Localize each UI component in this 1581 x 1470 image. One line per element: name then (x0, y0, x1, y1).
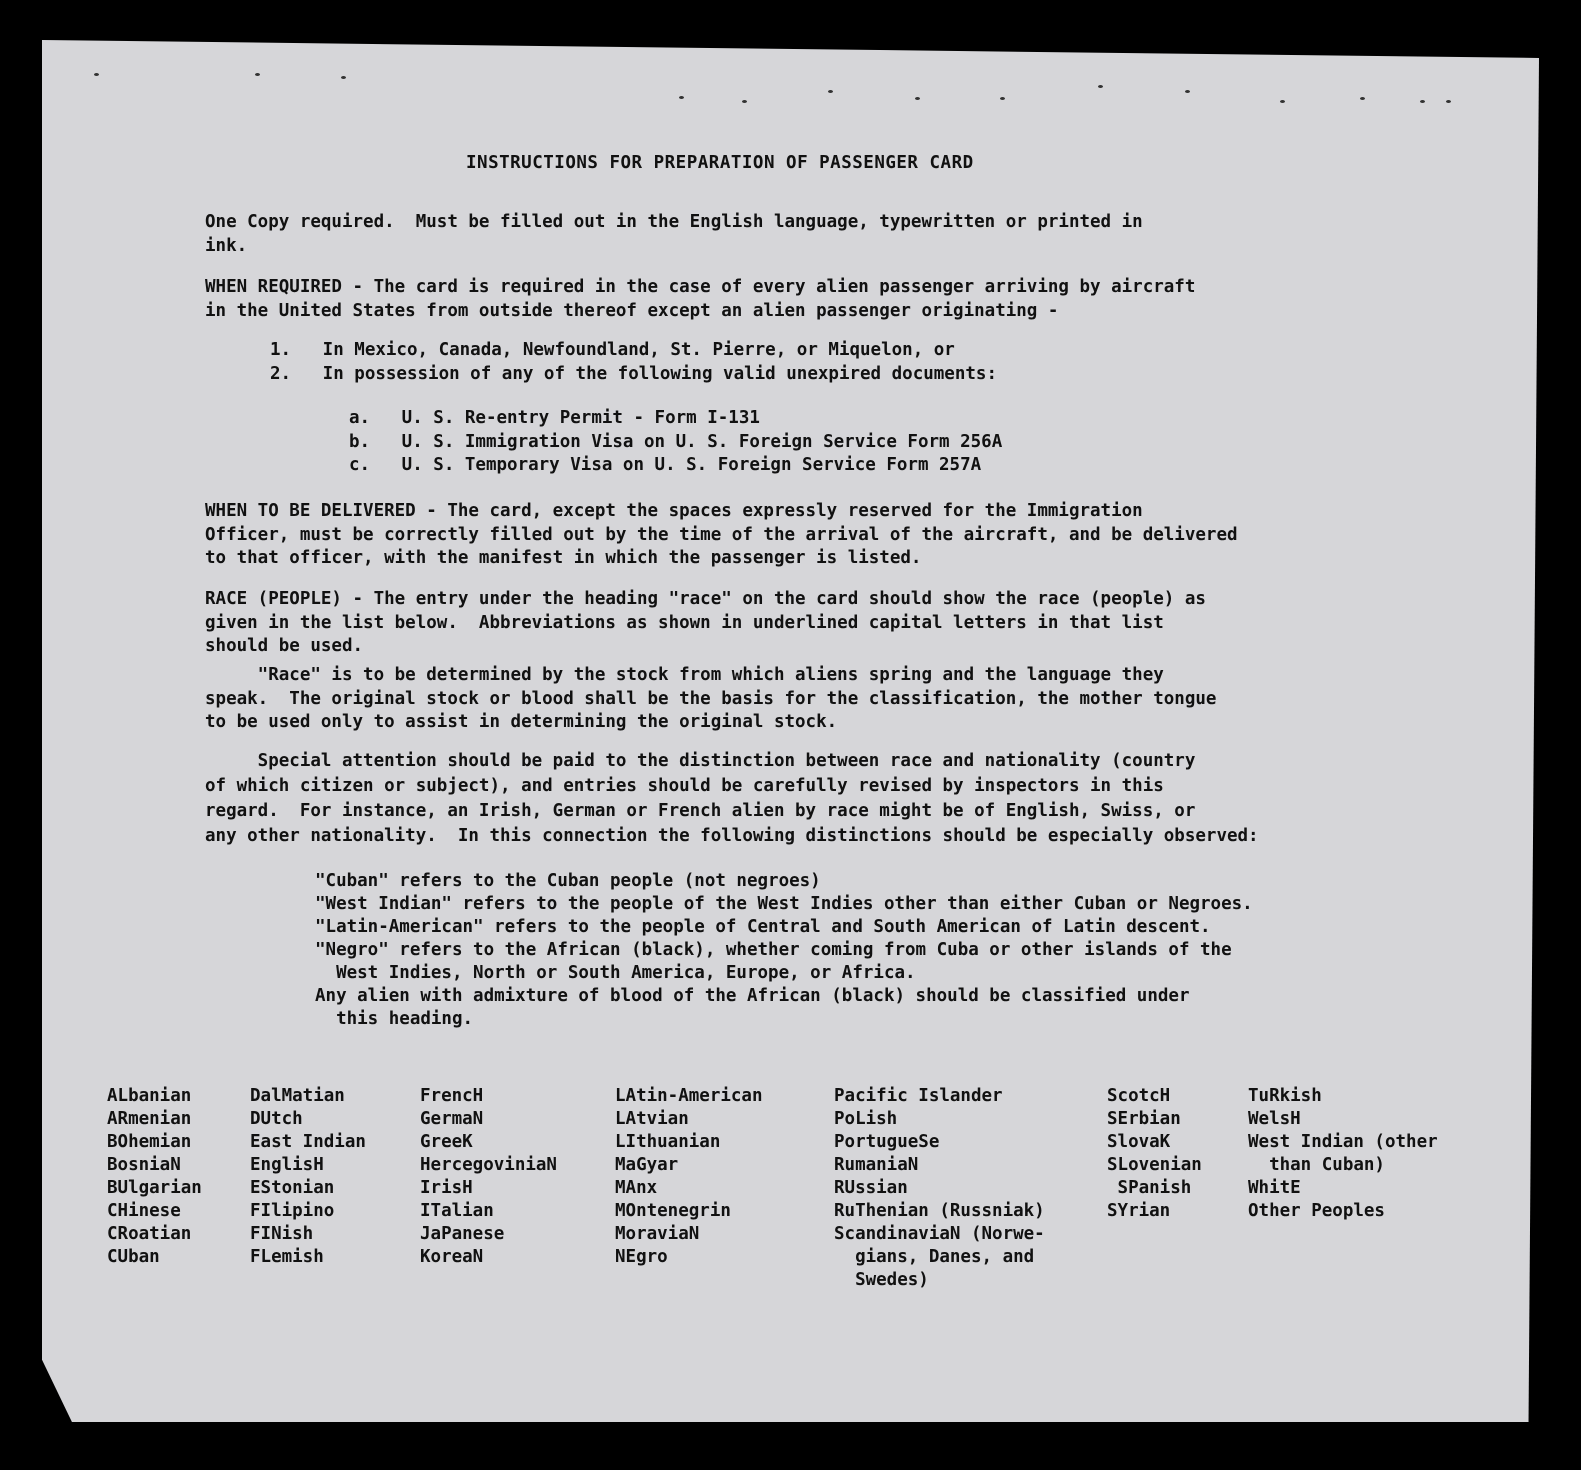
text-line: regard. For instance, an Irish, German or French alien by race might be of English, Swiss, or (205, 801, 1196, 821)
race-item: ARmenian (107, 1109, 192, 1129)
race-item: PortugueSe (834, 1132, 940, 1152)
race-item: Swedes) (834, 1270, 929, 1290)
text-line: Officer, must be correctly filled out by the time of the arrival of the aircraft, and be delivered (205, 524, 1238, 545)
race-item: FLemish (250, 1247, 324, 1267)
list-item: b. U. S. Immigration Visa on U. S. Foreign Service Form 256A (349, 431, 1003, 452)
text-line: any other nationality. In this connection the following distinctions should be especially observed: (205, 826, 1259, 846)
list-item: "West Indian" refers to the people of the West Indies other than either Cuban or Negroes. (315, 894, 1253, 914)
list-item: 1. In Mexico, Canada, Newfoundland, St. Pierre, or Miquelon, or (270, 340, 955, 360)
race-item: MoraviaN (615, 1224, 700, 1244)
list-item: "Negro" refers to the African (black), whether coming from Cuba or other islands of the (315, 940, 1232, 960)
race-item: BosniaN (107, 1155, 181, 1175)
race-item: RumaniaN (834, 1155, 919, 1175)
text-line: Special attention should be paid to the distinction between race and nationality (country (205, 751, 1196, 771)
list-item: "Cuban" refers to the Cuban people (not negroes) (315, 871, 821, 891)
race-item: SPanish (1107, 1178, 1192, 1198)
race-item: WhitE (1248, 1178, 1301, 1198)
race-item: LAtin-American (615, 1086, 763, 1106)
race-item: Pacific Islander (834, 1086, 1003, 1106)
list-item: 2. In possession of any of the following valid unexpired documents: (270, 363, 997, 384)
race-item: MOntenegrin (615, 1201, 731, 1221)
race-people-paragraph (205, 588, 1535, 659)
race-item: CHinese (107, 1201, 181, 1221)
text-line: speak. The original stock or blood shall be the basis for the classification, the mother tongue (205, 688, 1217, 709)
race-item: FrencH (420, 1086, 484, 1106)
intro-paragraph (205, 211, 1535, 258)
race-item: SErbian (1107, 1109, 1181, 1129)
race-item: ScandinaviaN (Norwe- (834, 1224, 1045, 1244)
text-line: One Copy required. Must be filled out in the English language, typewritten or printed in (205, 212, 1143, 232)
race-item: ScotcH (1107, 1086, 1171, 1106)
race-item: Other Peoples (1248, 1201, 1385, 1221)
race-item: HercegoviniaN (420, 1155, 557, 1175)
race-item: EnglisH (250, 1155, 324, 1175)
text-line: given in the list below. Abbreviations as shown in underlined capital letters in that list (205, 612, 1164, 633)
race-item: NEgro (615, 1247, 668, 1267)
race-item: BOhemian (107, 1132, 192, 1152)
race-definition-paragraph (205, 664, 1535, 735)
list-item: a. U. S. Re-entry Permit - Form I-131 (349, 408, 760, 428)
when-required-paragraph (205, 276, 1535, 323)
text-line: in the United States from outside thereof except an alien passenger originating - (205, 300, 1059, 321)
distinctions-list (315, 870, 1253, 1031)
race-item: RUssian (834, 1178, 908, 1198)
list-item: "Latin-American" refers to the people of Central and South American of Latin descent. (315, 917, 1211, 937)
race-item: CUban (107, 1247, 160, 1267)
race-item: GreeK (420, 1132, 473, 1152)
text-line: WHEN TO BE DELIVERED - The card, except the spaces expressly reserved for the Immigration (205, 501, 1143, 521)
race-item: IrisH (420, 1178, 473, 1198)
text-line: should be used. (205, 636, 364, 656)
race-item: LAtvian (615, 1109, 689, 1129)
race-item: ITalian (420, 1201, 494, 1221)
special-attention-paragraph (205, 749, 1535, 849)
race-item: SYrian (1107, 1201, 1171, 1221)
race-item: BUlgarian (107, 1178, 202, 1198)
text-line: to that officer, with the manifest in which the passenger is listed. (205, 548, 922, 568)
race-column-1 (107, 1085, 202, 1269)
race-column-2 (250, 1085, 366, 1269)
race-item: ALbanian (107, 1086, 192, 1106)
documents-list (349, 407, 1002, 478)
race-item: GermaN (420, 1109, 484, 1129)
list-item: c. U. S. Temporary Visa on U. S. Foreign Service Form 257A (349, 455, 982, 475)
text-line: WHEN REQUIRED - The card is required in the case of every alien passenger arriving by aircraft (205, 277, 1196, 297)
race-column-6 (1107, 1085, 1202, 1223)
race-item: SlovaK (1107, 1132, 1171, 1152)
race-item: East Indian (250, 1132, 366, 1152)
list-item: Any alien with admixture of blood of the African (black) should be classified under (315, 986, 1190, 1006)
race-list (107, 1085, 1527, 1295)
race-item: DalMatian (250, 1086, 345, 1106)
required-exceptions-list (270, 339, 997, 386)
race-item: WelsH (1248, 1109, 1301, 1129)
text-line: to be used only to assist in determining the original stock. (205, 712, 838, 732)
text-line: "Race" is to be determined by the stock from which aliens spring and the language they (205, 665, 1164, 685)
race-item: FINish (250, 1224, 314, 1244)
text-line: RACE (PEOPLE) - The entry under the heading "race" on the card should show the race (people) as (205, 589, 1206, 609)
race-item: JaPanese (420, 1224, 505, 1244)
race-item: SLovenian (1107, 1155, 1202, 1175)
text-line: ink. (205, 235, 248, 256)
list-item: West Indies, North or South America, Europe, or Africa. (315, 963, 916, 983)
race-item: KoreaN (420, 1247, 484, 1267)
race-item: MaGyar (615, 1155, 679, 1175)
text-line: of which citizen or subject), and entries should be carefully revised by inspectors in this (205, 776, 1164, 796)
document-title: INSTRUCTIONS FOR PREPARATION OF PASSENGER CARD (466, 153, 974, 173)
race-item: TuRkish (1248, 1086, 1322, 1106)
race-item: RuThenian (Russniak) (834, 1201, 1045, 1221)
race-column-5 (834, 1085, 1045, 1292)
race-item: CRoatian (107, 1224, 192, 1244)
race-column-7 (1248, 1085, 1438, 1223)
race-item: LIthuanian (615, 1132, 721, 1152)
race-item: MAnx (615, 1178, 658, 1198)
list-item: this heading. (315, 1009, 474, 1029)
race-column-4 (615, 1085, 763, 1269)
race-item: FIlipino (250, 1201, 335, 1221)
race-column-3 (420, 1085, 557, 1269)
race-item: DUtch (250, 1109, 303, 1129)
when-delivered-paragraph (205, 500, 1535, 571)
race-item: PoLish (834, 1109, 898, 1129)
race-item: gians, Danes, and (834, 1247, 1035, 1267)
race-item: EStonian (250, 1178, 335, 1198)
race-item: West Indian (other (1248, 1132, 1438, 1152)
race-item: than Cuban) (1248, 1155, 1385, 1175)
